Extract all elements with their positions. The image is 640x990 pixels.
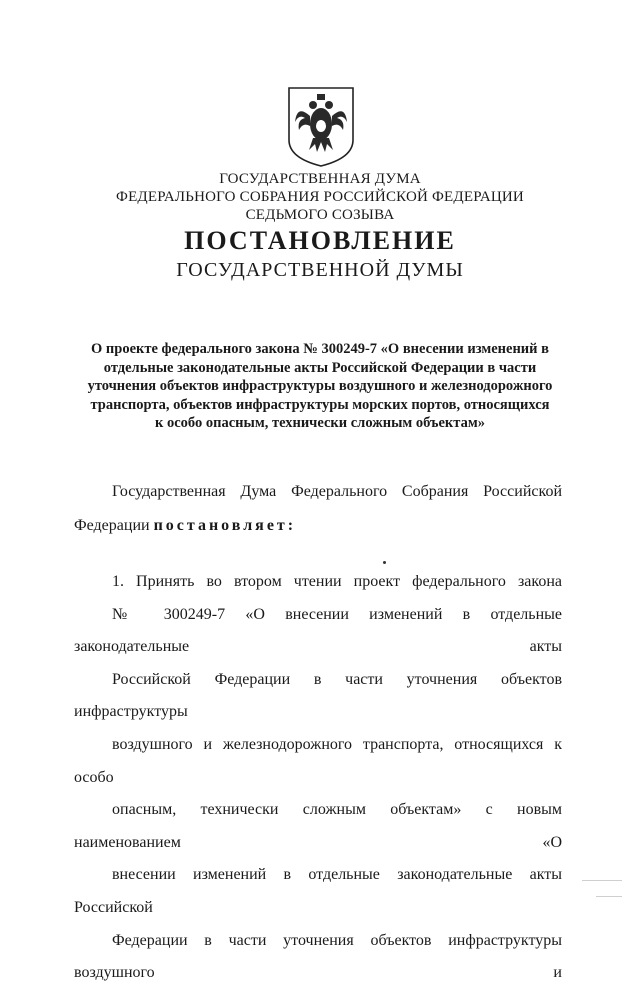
scan-mark — [596, 896, 622, 897]
heading-line: уточнения объектов инфраструктуры воздушного и железнодорожного — [87, 378, 553, 394]
body-paragraph — [74, 566, 562, 990]
decree-word: постановляет: — [153, 517, 297, 534]
header-line-2: ФЕДЕРАЛЬНОГО СОБРАНИЯ РОССИЙСКОЙ ФЕДЕРАЦИИ — [116, 189, 524, 205]
scan-mark — [582, 880, 622, 881]
intro-prefix: Федерации — [74, 517, 150, 534]
body-line: воздушного и железнодорожного транспорта, относящихся к особо — [74, 735, 562, 786]
heading-line: О проекте федерального закона № 300249-7 «О внесении изменений в — [91, 341, 549, 357]
body-line: № 300249-7 «О внесении изменений в отдельные законодательные акты — [74, 605, 562, 656]
document-subtitle: ГОСУДАРСТВЕННОЙ ДУМЫ — [176, 259, 464, 281]
resolution-heading — [70, 340, 570, 433]
header-line-3: СЕДЬМОГО СОЗЫВА — [245, 207, 395, 223]
heading-line: транспорта, объектов инфраструктуры морских портов, относящихся — [90, 396, 550, 413]
scan-speck — [383, 561, 386, 564]
header-line-1: ГОСУДАРСТВЕННАЯ ДУМА — [219, 171, 421, 187]
coat-of-arms-icon — [283, 84, 359, 168]
document-title: ПОСТАНОВЛЕНИЕ — [184, 226, 456, 255]
body-line: внесении изменений в отдельные законодательные акты Российской — [74, 866, 562, 916]
body-line: Федерации в части уточнения объектов инфраструктуры воздушного и — [74, 931, 562, 982]
body-line: опасным, технически сложным объектам» с новым наименованием «О — [74, 801, 562, 851]
intro-line: Государственная Дума Федерального Собрания Российской — [112, 483, 562, 500]
body-line: Российской Федерации в части уточнения объектов инфраструктуры — [74, 670, 562, 721]
intro-decree-line — [74, 510, 562, 543]
heading-line: отдельные законодательные акты Российской Федерации в части — [103, 359, 537, 376]
heading-line: к особо опасным, технически сложным объектам» — [155, 415, 485, 431]
body-line: 1. Принять во втором чтении проект федерального закона — [112, 573, 562, 590]
